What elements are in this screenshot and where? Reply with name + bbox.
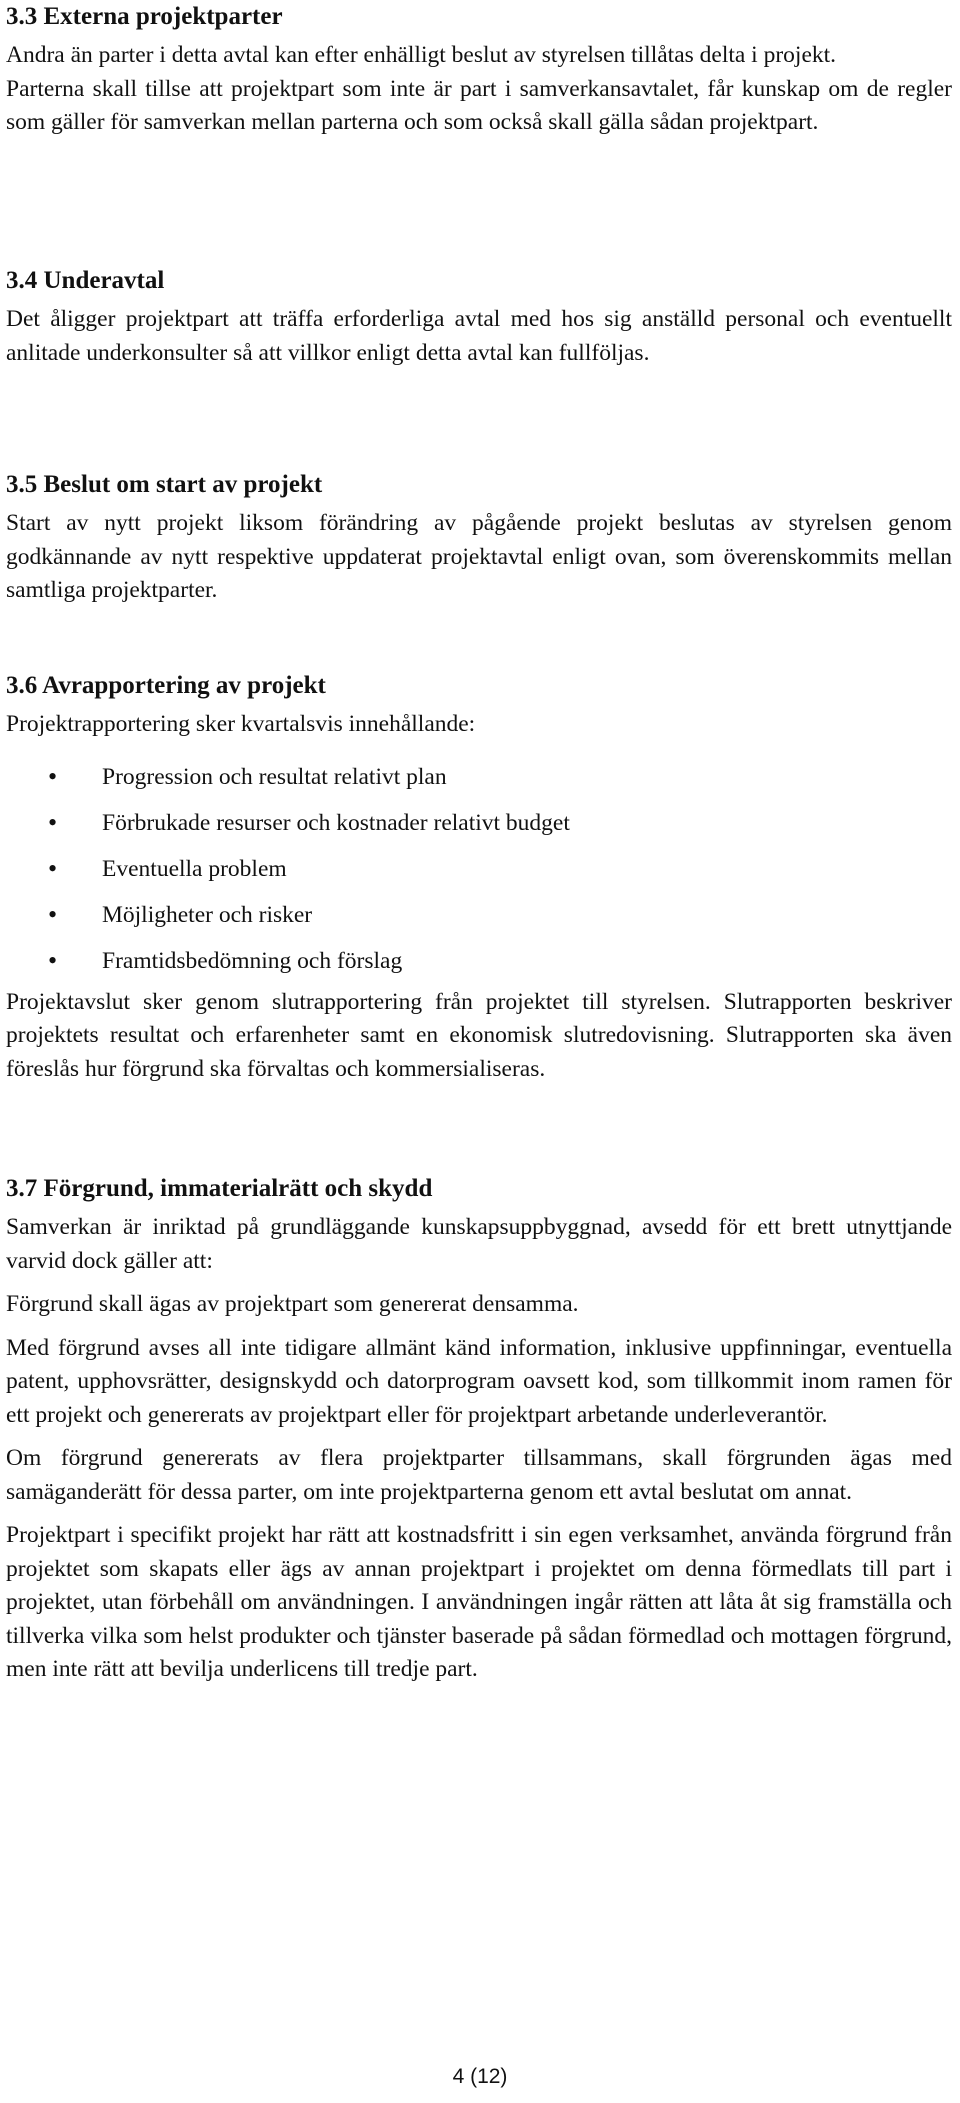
paragraph: Samverkan är inriktad på grundläggande kunskapsuppbyggnad, avsedd för ett brett utnyttjande varvid dock gäller att: (6, 1214, 952, 1274)
section-3-6 (6, 669, 952, 1086)
bullet-list (6, 754, 952, 984)
section-3-3 (6, 0, 952, 140)
paragraph: Projektrapportering sker kvartalsvis innehållande: (6, 711, 476, 737)
list-item: • Möjligheter och risker (6, 892, 952, 938)
section-3-5 (6, 468, 952, 608)
section-heading: 3.5 Beslut om start av projekt (6, 471, 323, 498)
paragraph: Projektavslut sker genom slutrapportering från projektet till styrelsen. Slutrapporten beskriver projektets resultat och erfarenheter samt en ekonomisk slutredovisning. Slutrapporten ska även föreslås hur förgrund ska förvaltas och kommersialiseras. (6, 988, 952, 1082)
list-item: • Eventuella problem (6, 846, 952, 892)
paragraph: Det åligger projektpart att träffa erforderliga avtal med hos sig anställd personal och eventuellt anlitade underkonsulter så att villkor enligt detta avtal kan fullföljas. (6, 306, 952, 366)
section-3-7 (6, 1172, 952, 1687)
section-heading: 3.7 Förgrund, immaterialrätt och skydd (6, 1175, 433, 1202)
paragraph: Om förgrund genererats av flera projektparter tillsammans, skall förgrunden ägas med samäganderätt för dessa parter, om inte projektparterna genom ett avtal beslutat om annat. (6, 1445, 952, 1505)
page-number: 4 (12) (452, 2065, 508, 2088)
section-3-4 (6, 264, 952, 370)
section-heading: 3.3 Externa projektparter (6, 3, 283, 30)
section-heading: 3.4 Underavtal (6, 267, 165, 294)
paragraph: Parterna skall tillse att projektpart som inte är part i samverkansavtalet, får kunskap om de regler som gäller för samverkan mellan parterna och som också skall gälla sådan projektpart. (6, 75, 952, 135)
paragraph: Förgrund skall ägas av projektpart som genererat densamma. (6, 1291, 579, 1317)
list-item: • Förbrukade resurser och kostnader relativt budget (6, 800, 952, 846)
paragraph: Projektpart i specifikt projekt har rätt att kostnadsfritt i sin egen verksamhet, använda förgrund från projektet som skapats eller ägs av annan projektpart i projektet om denna förmedlats till part i projektet, utan förbehåll om användningen. I användningen ingår rätten att låta åt sig framställa och tillverka vilka som helst produkter och tjänster baserade på sådan förmedlad och mottagen förgrund, men inte rätt att bevilja underlicens till tredje part. (6, 1522, 952, 1682)
list-item: • Progression och resultat relativt plan (6, 754, 952, 800)
section-heading: 3.6 Avrapportering av projekt (6, 672, 326, 699)
paragraph: Andra än parter i detta avtal kan efter enhälligt beslut av styrelsen tillåtas delta i projekt. (6, 42, 837, 68)
paragraph: Start av nytt projekt liksom förändring av pågående projekt beslutas av styrelsen genom godkännande av nytt respektive uppdaterat projektavtal enligt ovan, som överenskommits mellan samtliga projektparter. (6, 510, 952, 603)
paragraph: Med förgrund avses all inte tidigare allmänt känd information, inklusive uppfinningar, eventuella patent, upphovsrätter, designskydd och datorprogram oavsett kod, som tillkommit inom ramen för ett projekt och genererats av projektpart eller för projektpart arbetande underleverantör. (6, 1334, 952, 1428)
list-item: • Framtidsbedömning och förslag (6, 938, 952, 984)
